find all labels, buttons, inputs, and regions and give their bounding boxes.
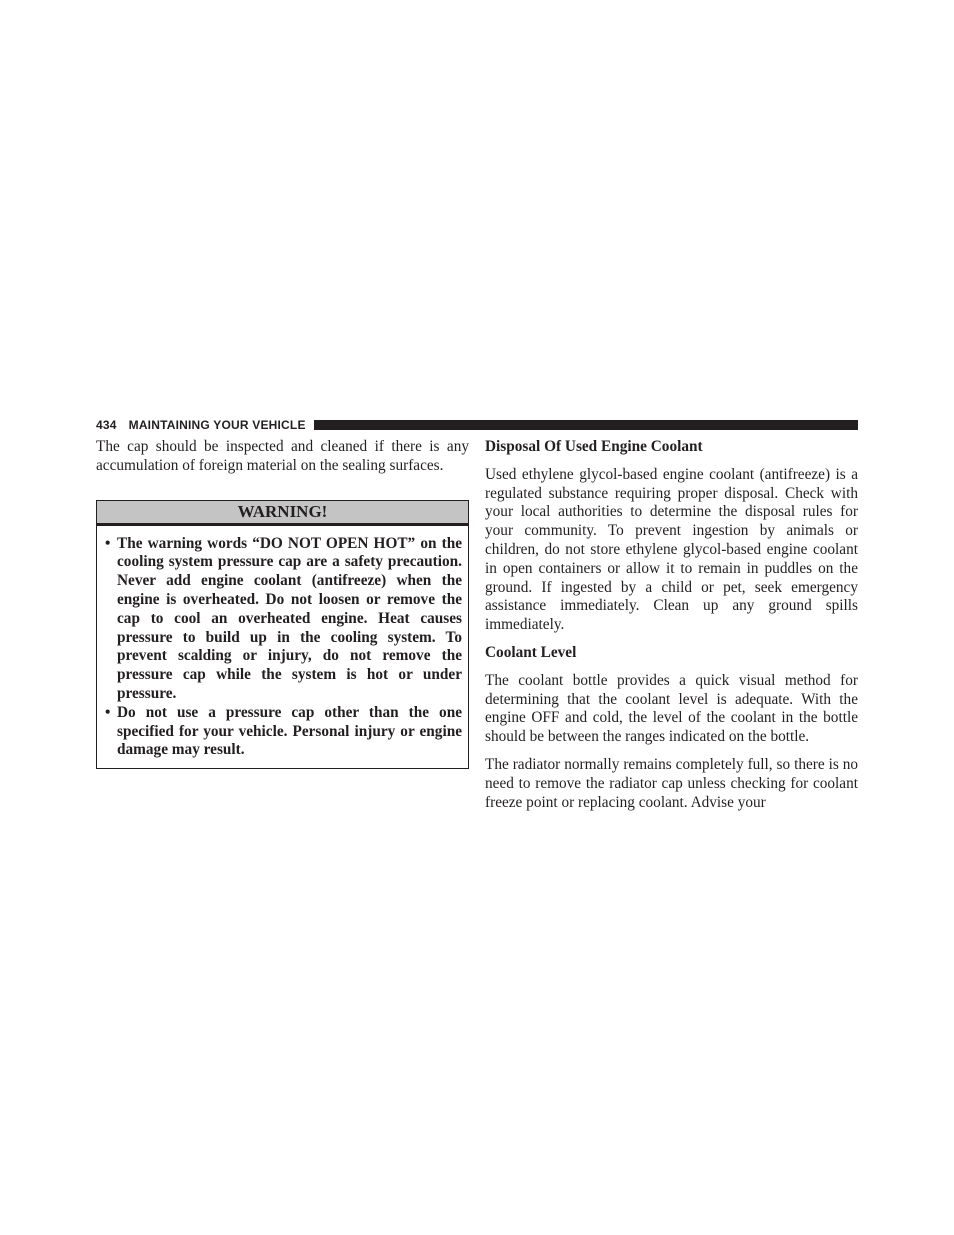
right-column [485,438,858,812]
warning-item-text: The warning words “DO NOT OPEN HOT” on the cooling system pressure cap are a safety precaution. Never add engine coolant (antifreeze) when the engine is overheated. Do not loosen or remove the cap to cool an overheated engine. Heat causes pressure to build up in the cooling system. To prevent scalding or injury, do not remove the pressure cap while the system is hot or under pressure. [117,534,462,702]
bullet-icon: • [105,703,111,721]
left-column [96,438,469,769]
warning-box [96,500,469,770]
disposal-paragraph: Used ethylene glycol-based engine coolant (antifreeze) is a regulated substance requiring proper disposal. Check with your local authorities to determine the disposal rules for your community. To prevent ingestion by animals or children, do not store ethylene glycol-based engine coolant in open containers or allow it to remain in puddles on the ground. If ingested by a child or pet, seek emergency assistance immediately. Clean up any ground spills immediately. [485,465,858,634]
disposal-heading: Disposal Of Used Engine Coolant [485,438,703,455]
warning-list [97,526,468,769]
warning-item [103,535,462,704]
coolant-level-heading: Coolant Level [485,643,577,661]
section-title: MAINTAINING YOUR VEHICLE [128,418,306,432]
warning-item [103,704,462,760]
cap-inspection-paragraph: The cap should be inspected and cleaned if there is any accumulation of foreign material on the sealing surfaces. [96,438,469,474]
header-rule [314,420,858,430]
warning-item-text: Do not use a pressure cap other than the one specified for your vehicle. Personal injury or engine damage may result. [117,703,462,759]
bullet-icon: • [105,534,111,552]
page-header [96,417,858,433]
page-number: 434 [96,418,117,432]
warning-title: WARNING! [97,501,468,526]
coolant-level-paragraph: The coolant bottle provides a quick visual method for determining that the coolant level is adequate. With the engine OFF and cold, the level of the coolant in the bottle should be between the ranges indicated on the bottle. [485,671,858,746]
radiator-paragraph: The radiator normally remains completely full, so there is no need to remove the radiator cap unless checking for coolant freeze point or replacing coolant. Advise your [485,755,858,811]
